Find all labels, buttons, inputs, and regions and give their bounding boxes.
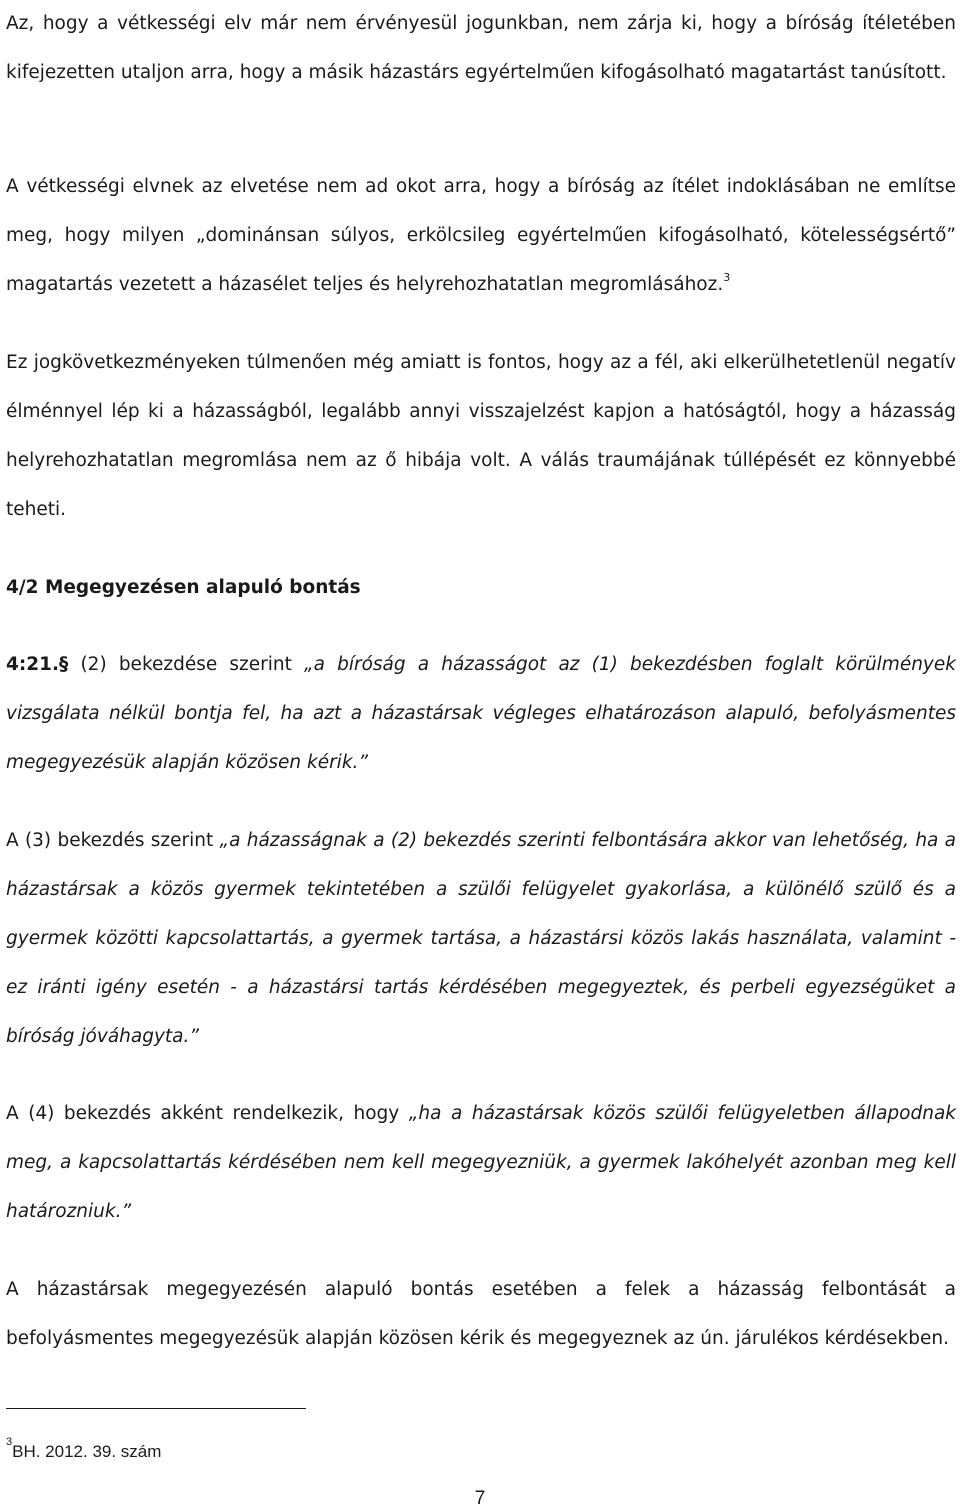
- paragraph-4-lead: (2) bekezdése szerint: [68, 654, 304, 675]
- footnote-reference: 3: [723, 270, 731, 284]
- paragraph-5: [6, 816, 956, 1061]
- paragraph-3-text: Ez jogkövetkezményeken túlmenően még amiatt is fontos, hogy az a fél, aki elkerülhetetlenül negatív élménnyel lép ki a házasságból, legalább annyi visszajelzést kapjon a hatóságtól, hogy a házasság helyrehozhatatlan megromlása nem az ő hibája volt. A válás traumájának túllépését ez könnyebbé teheti.: [6, 352, 956, 520]
- paragraph-5-lead: A (3) bekezdés szerint: [6, 830, 220, 851]
- paragraph-4-section-ref: 4:21.§: [6, 654, 69, 675]
- paragraph-3: [6, 338, 956, 534]
- paragraph-4-quote: „a bíróság a házasságot az (1) bekezdésben foglalt körülmények vizsgálata nélkül bontja fel, ha azt a házastársak végleges elhatározáson alapuló, befolyásmentes megegyezésük alapján közösen kérik.”: [6, 654, 956, 773]
- paragraph-4: [6, 640, 956, 787]
- paragraph-1: [6, 0, 956, 97]
- paragraph-5-quote: „a házasságnak a (2) bekezdés szerinti felbontására akkor van lehetőség, ha a házastársak a közös gyermek tekintetében a szülői felügyelet gyakorlása, a különélő szülő és a gyermek közötti kapcsolattartás, a gyermek tartása, a házastársi közös lakás használata, valamint - ez iránti igény esetén - a házastársi tartás kérdésében megegyeztek, és perbeli egyezségüket a bíróság jóváhagyta.”: [6, 830, 957, 1047]
- footnote: [6, 1436, 162, 1462]
- paragraph-2: [6, 162, 956, 309]
- paragraph-7-text: A házastársak megegyezésén alapuló bontás esetében a felek a házasság felbontását a befolyásmentes megegyezésük alapján közösen kérik és megegyeznek az ún. járulékos kérdésekben.: [6, 1279, 956, 1349]
- paragraph-6-lead: A (4) bekezdés akként rendelkezik, hogy: [6, 1103, 409, 1124]
- paragraph-7: [6, 1265, 956, 1363]
- footnote-text: BH. 2012. 39. szám: [12, 1442, 162, 1461]
- paragraph-2-text: A vétkességi elvnek az elvetése nem ad okot arra, hogy a bíróság az ítélet indoklásában ne említse meg, hogy milyen „dominánsan súlyos, erkölcsileg egyértelműen kifogásolható, kötelességsértő” magatartás vezetett a házasélet teljes és helyrehozhatatlan megromlásához.: [6, 176, 956, 295]
- page-number: 7: [474, 1488, 486, 1509]
- paragraph-6: [6, 1089, 956, 1236]
- paragraph-6-quote: „ha a házastársak közös szülői felügyeletben állapodnak meg, a kapcsolattartás kérdésében nem kell megegyezniük, a gyermek lakóhelyét azonban meg kell határozniuk.”: [6, 1103, 956, 1222]
- section-heading: 4/2 Megegyezésen alapuló bontás: [6, 577, 361, 598]
- footnote-number: 3: [6, 1436, 13, 1449]
- paragraph-1-text: Az, hogy a vétkességi elv már nem érvényesül jogunkban, nem zárja ki, hogy a bíróság ítéletében kifejezetten utaljon arra, hogy a másik házastárs egyértelműen kifogásolható magatartást tanúsított.: [6, 13, 956, 83]
- footnote-separator: [6, 1408, 306, 1409]
